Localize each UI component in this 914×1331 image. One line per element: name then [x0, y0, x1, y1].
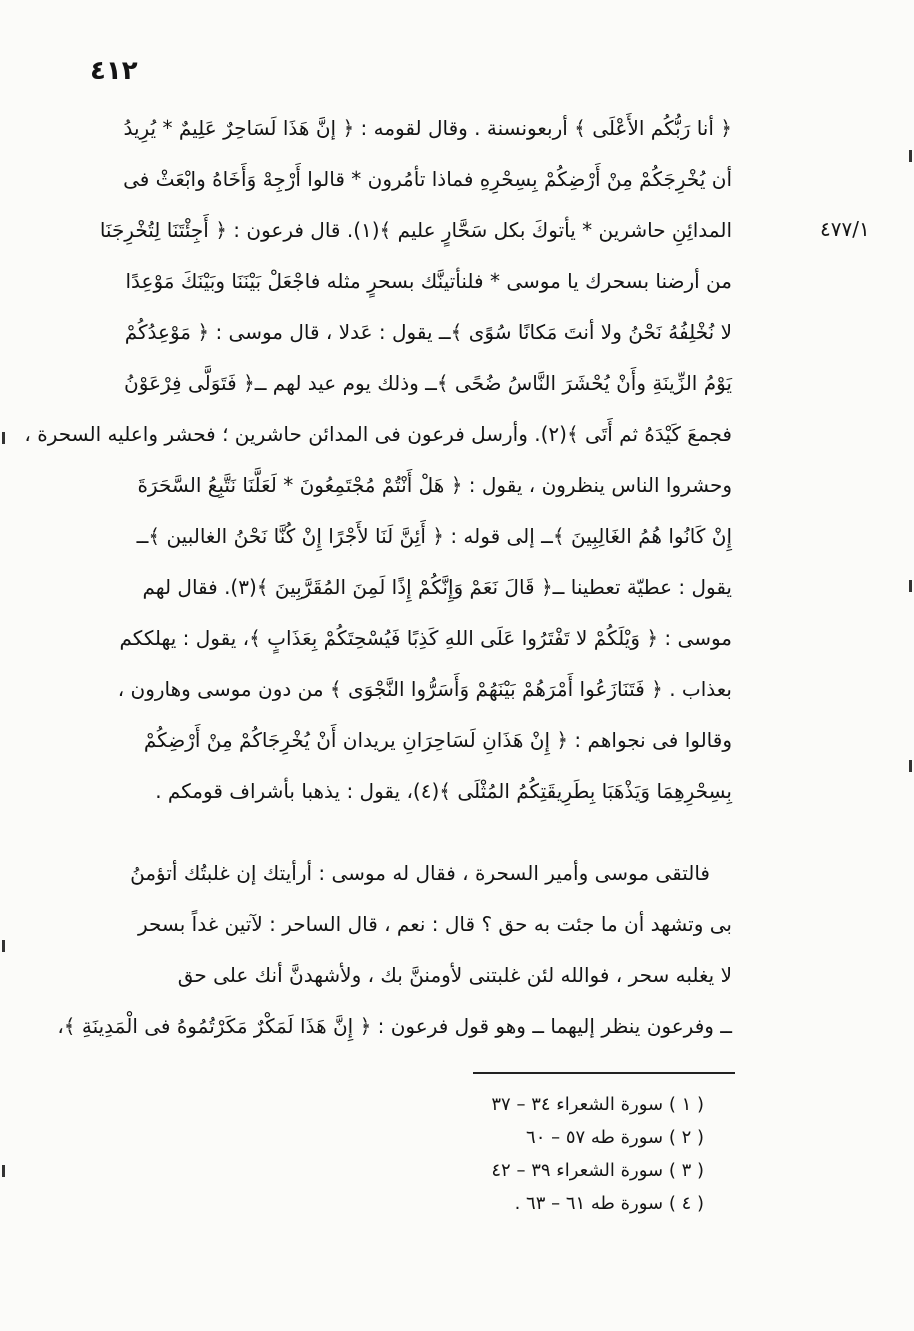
text-line: المدائِنِ حاشرين * يأتوكَ بكل سَحَّارٍ عليم ﴾(١). قال فرعون : ﴿ أَجِئْتَنَا لِتُخْرِجَنَا: [99, 218, 732, 242]
footnote-item: ( ٣ ) سورة الشعراء ٣٩ – ٤٢: [491, 1160, 704, 1181]
scan-mark: [2, 940, 5, 952]
text-line: بى وتشهد أن ما جئت به حق ؟ قال : نعم ، قال الساحر : لآتين غداً بسحر: [137, 912, 732, 936]
text-line: بِسِحْرِهِمَا وَيَذْهَبَا بِطَرِيقَتِكُمُ المُثْلَى ﴾(٤)، يقول : يذهبا بأشراف قومكم .: [155, 779, 732, 803]
footnote-item: ( ١ ) سورة الشعراء ٣٤ – ٣٧: [491, 1094, 704, 1115]
text-line: وحشروا الناس ينظرون ، يقول : ﴿ هَلْ أَنْتُمْ مُجْتَمِعُونَ * لَعَلَّنَا نَتَّبِعُ السَّحَرَةَ: [137, 473, 732, 497]
scan-mark: [2, 1165, 5, 1177]
second-paragraph: [57, 848, 732, 1052]
text-line: يَوْمُ الزِّينَةِ وأَنْ يُحْشَرَ النَّاسُ ضُحًى ﴾ــ وذلك يوم عيد لهم ــ﴿ فَتَوَلَّى فِرْعَوْنُ: [124, 371, 732, 395]
page-number: ٤١٢: [90, 56, 138, 86]
margin-reference: ٤٧٧/١: [820, 217, 870, 241]
text-line: فالتقى موسى وأمير السحرة ، فقال له موسى : أرأيتك إن غلبتُك أتؤمنُ: [130, 861, 710, 885]
scan-mark: [2, 432, 5, 444]
text-line: من أرضنا بسحرك يا موسى * فلنأتينَّك بسحرٍ مثله فاجْعَلْ بَيْنَنَا وبَيْنَكَ مَوْعِدًا: [125, 269, 732, 293]
text-line: إِنْ كَانُوا هُمُ الغَالِبِينَ ﴾ــ إلى قوله : ﴿ أَئِنَّ لَنَا لأَجْرًا إِنْ كُنَّا نَحْنُ الغالبين ﴾ــ: [136, 524, 732, 548]
footnote-divider: [473, 1072, 735, 1074]
text-line: يقول : عطيّة تعطينا ــ﴿ قَالَ نَعَمْ وَإِنَّكُمْ إِذًا لَمِنَ المُقَرَّبِينَ ﴾(٣). فقال لهم: [142, 575, 732, 599]
text-line: موسى : ﴿ وَيْلَكُمْ لا تَفْتَرُوا عَلَى اللهِ كَذِبًا فَيُسْحِتَكُمْ بِعَذَابٍ ﴾، يقول : يهلككم: [119, 626, 732, 650]
text-line: ــ وفرعون ينظر إليهما ــ وهو قول فرعون : ﴿ إِنَّ هَذَا لَمَكْرٌ مَكَرْتُمُوهُ فى الْمَدِينَةِ ﴾،: [57, 1014, 732, 1038]
text-line: أن يُخْرِجَكُمْ مِنْ أَرْضِكُمْ بِسِحْرِهِ فماذا تأمُرون * قالوا أَرْجِهْ وَأَخَاهُ وابْعَثْ فى: [123, 167, 732, 191]
footnote-item: ( ٤ ) سورة طه ٦١ – ٦٣ .: [514, 1193, 704, 1214]
scan-mark: [909, 580, 912, 592]
scan-mark: [909, 760, 912, 772]
text-line: فجمعَ كَيْدَهُ ثم أَتَى ﴾(٢). وأرسل فرعون فى المدائن حاشرين ؛ فحشر واعليه السحرة ،: [24, 422, 732, 446]
footnote-item: ( ٢ ) سورة طه ٥٧ – ٦٠: [526, 1127, 704, 1148]
text-line: لا نُخْلِفُهُ نَحْنُ ولا أنتَ مَكانًا سُوًى ﴾ــ يقول : عَدلا ، قال موسى : ﴿ مَوْعِدُكُمْ: [124, 320, 732, 344]
text-line: وقالوا فى نجواهم : ﴿ إِنْ هَذَانِ لَسَاحِرَانِ يريدان أَنْ يُخْرِجَاكُمْ مِنْ أَرْضِكُمْ: [143, 728, 732, 752]
text-line: لا يغلبه سحر ، فوالله لئن غلبتنى لأومننَّ بك ، ولأشهدنَّ أنك على حق: [177, 963, 732, 987]
text-line: بعذاب . ﴿ فَتَنَازَعُوا أَمْرَهُمْ بَيْنَهُمْ وَأَسَرُّوا النَّجْوَى ﴾ من دون موسى وهارون ،: [117, 677, 732, 701]
footnotes: [444, 1088, 704, 1220]
scan-mark: [909, 150, 912, 162]
main-paragraph: [24, 103, 732, 817]
text-line: ﴿ أنا رَبُّكُم الأَعْلَى ﴾ أربعونسنة . وقال لقومه : ﴿ إنَّ هَذَا لَسَاحِرٌ عَلِيمٌ * يُرِيدُ: [123, 116, 732, 140]
